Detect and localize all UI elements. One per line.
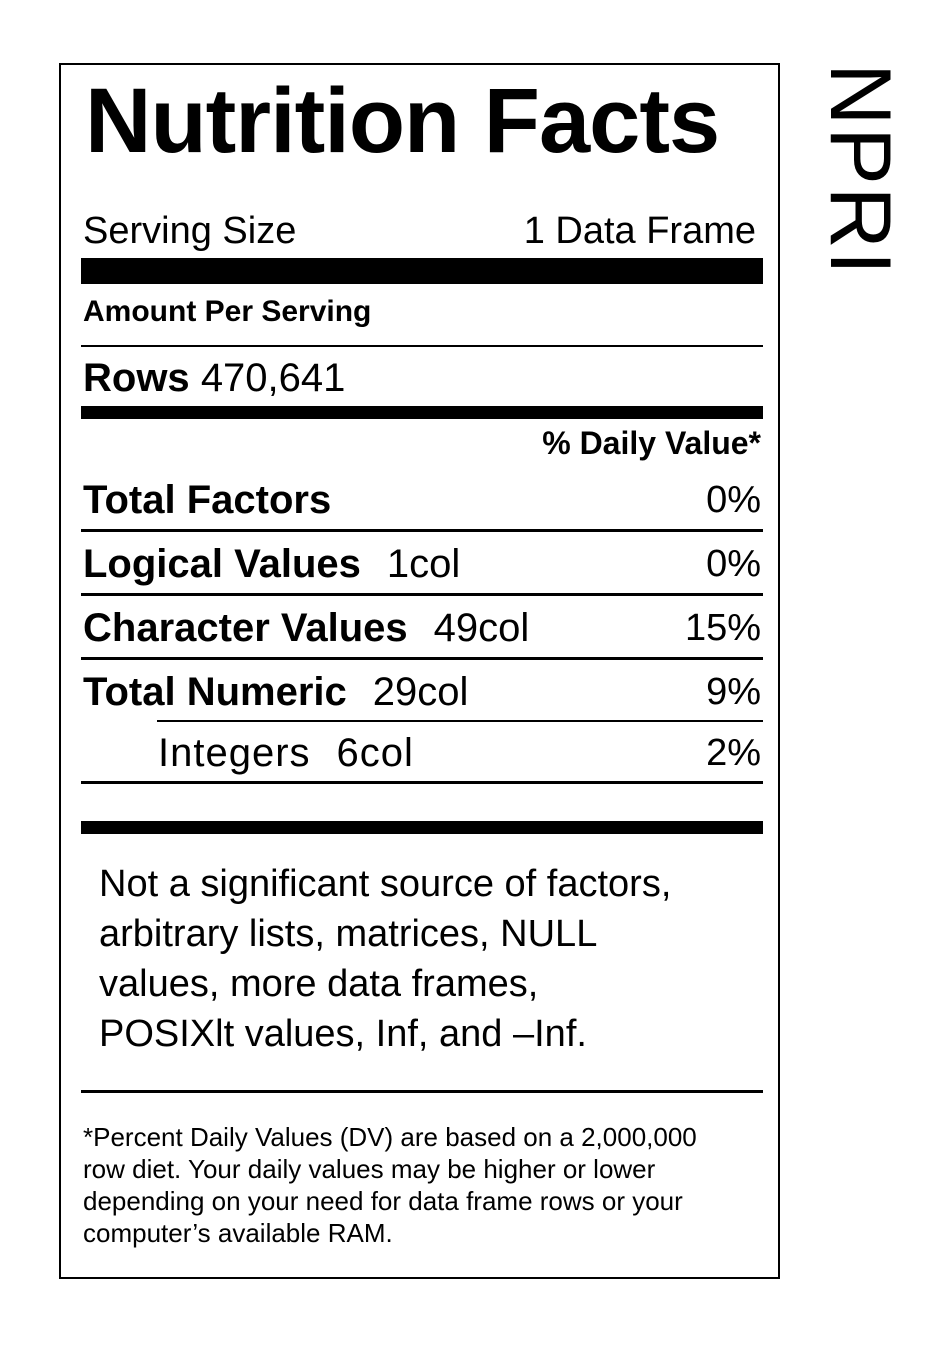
nutrient-row-label xyxy=(83,604,529,652)
nutrient-percent: 15% xyxy=(684,607,761,649)
footnote-line: *Percent Daily Values (DV) are based on a 2,000,000 xyxy=(83,1122,697,1152)
daily-value-footnote xyxy=(83,1121,763,1249)
daily-value-header: % Daily Value* xyxy=(542,425,761,461)
rows-label: Rows xyxy=(83,356,190,400)
nutrient-count: 29col xyxy=(372,670,469,714)
nutrient-name: Total Factors xyxy=(83,478,332,522)
nutrition-facts-label xyxy=(59,63,780,1279)
divider xyxy=(81,345,763,347)
nutrient-name: Integers xyxy=(158,731,311,775)
nutrient-row-label xyxy=(83,668,468,716)
medium-divider xyxy=(81,406,763,419)
serving-size-label: Serving Size xyxy=(83,210,297,252)
side-mark xyxy=(812,60,908,280)
nutrient-percent: 2% xyxy=(706,732,761,774)
amount-per-serving-heading: Amount Per Serving xyxy=(83,295,372,328)
sub-row-divider xyxy=(157,720,763,722)
nutrient-percent: 9% xyxy=(706,671,761,713)
nutrient-row-label xyxy=(83,476,331,524)
row-divider xyxy=(81,593,763,596)
medium-divider xyxy=(81,821,763,834)
footnote-line: row diet. Your daily values may be higher or lower xyxy=(83,1154,656,1184)
label-title: Nutrition Facts xyxy=(85,70,720,172)
nutrient-name: Character Values xyxy=(83,606,408,650)
nutrient-count: 49col xyxy=(433,606,530,650)
nutrient-percent: 0% xyxy=(706,543,761,585)
serving-size-value: 1 Data Frame xyxy=(523,210,756,252)
nutrient-percent: 0% xyxy=(706,479,761,521)
row-divider xyxy=(81,1090,763,1093)
thick-divider xyxy=(81,258,763,284)
not-significant-source-note xyxy=(99,859,739,1059)
row-divider xyxy=(81,781,763,784)
footnote-line: depending on your need for data frame rows or your xyxy=(83,1186,683,1216)
nutrient-name: Logical Values xyxy=(83,542,361,586)
note-line: POSIXlt values, Inf, and –Inf. xyxy=(99,1013,587,1055)
nutrient-count: 1col xyxy=(386,542,461,586)
side-mark-text: NPRI xyxy=(812,63,908,277)
rows-value: 470,641 xyxy=(200,356,346,400)
nutrient-sub-row-label xyxy=(158,729,414,777)
row-divider xyxy=(81,657,763,660)
nutrient-name: Total Numeric xyxy=(83,670,347,714)
nutrient-count: 6col xyxy=(336,731,414,775)
note-line: arbitrary lists, matrices, NULL xyxy=(99,913,598,955)
rows-line xyxy=(83,354,345,402)
nutrient-row-label xyxy=(83,540,460,588)
footnote-line: computer’s available RAM. xyxy=(83,1218,393,1248)
note-line: values, more data frames, xyxy=(99,963,539,1005)
row-divider xyxy=(81,529,763,532)
note-line: Not a significant source of factors, xyxy=(99,863,672,905)
